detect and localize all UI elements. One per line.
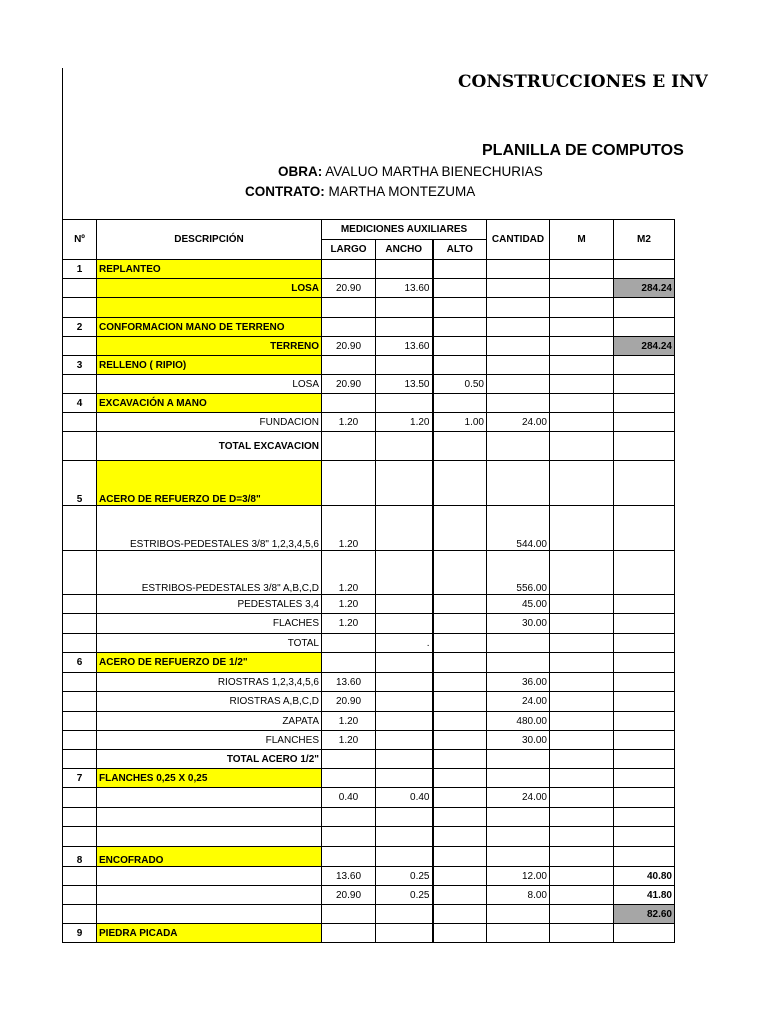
cell-m2: 284.24 <box>614 279 675 298</box>
cell-largo: 1.20 <box>322 413 376 432</box>
cell-num <box>63 788 97 808</box>
cell-alto <box>433 886 487 905</box>
table-row <box>63 506 675 551</box>
cell-desc: RIOSTRAS 1,2,3,4,5,6 <box>97 673 322 692</box>
cell-desc: ACERO DE REFUERZO DE 1/2" <box>97 653 322 673</box>
cell-largo: 1.20 <box>322 614 376 634</box>
table-row <box>63 614 675 634</box>
cell-desc: ESTRIBOS-PEDESTALES 3/8" A,B,C,D <box>97 551 322 595</box>
cell-desc: LOSA <box>97 375 322 394</box>
cell-m <box>550 867 614 886</box>
cell-desc: ESTRIBOS-PEDESTALES 3/8" 1,2,3,4,5,6 <box>97 506 322 551</box>
cell-largo <box>322 750 376 769</box>
cell-alto <box>433 318 487 337</box>
cell-m2: 82.60 <box>614 905 675 924</box>
cell-num <box>63 595 97 614</box>
cell-m2 <box>614 673 675 692</box>
cell-ancho <box>376 827 433 847</box>
cell-ancho: 0.40 <box>376 788 433 808</box>
table-row <box>63 356 675 375</box>
cell-desc: RIOSTRAS A,B,C,D <box>97 692 322 712</box>
cell-num <box>63 692 97 712</box>
cell-m <box>550 279 614 298</box>
contrato-label: CONTRATO: <box>245 184 325 199</box>
cell-m <box>550 847 614 867</box>
cell-ancho <box>376 595 433 614</box>
cell-num: 2 <box>63 318 97 337</box>
cell-ancho <box>376 673 433 692</box>
cell-desc: FLANCHES 0,25 X 0,25 <box>97 769 322 788</box>
cell-m2 <box>614 634 675 653</box>
cell-m <box>550 712 614 731</box>
cell-m2: 41.80 <box>614 886 675 905</box>
cell-alto <box>433 673 487 692</box>
table-row <box>63 432 675 461</box>
cell-num <box>63 337 97 356</box>
cell-m2 <box>614 653 675 673</box>
cell-largo <box>322 318 376 337</box>
cell-cantidad: 556.00 <box>487 551 550 595</box>
obra-label: OBRA: <box>278 164 323 179</box>
cell-cantidad <box>487 356 550 375</box>
cell-cantidad: 8.00 <box>487 886 550 905</box>
cell-cantidad <box>487 432 550 461</box>
cell-ancho: 13.60 <box>376 337 433 356</box>
cell-cantidad <box>487 924 550 943</box>
table-row <box>63 905 675 924</box>
cell-desc: TOTAL ACERO 1/2" <box>97 750 322 769</box>
cell-largo: 1.20 <box>322 506 376 551</box>
cell-alto <box>433 279 487 298</box>
col-no-header: Nº <box>63 220 97 260</box>
cell-m2 <box>614 506 675 551</box>
cell-desc <box>97 905 322 924</box>
cell-num: 4 <box>63 394 97 413</box>
cell-m <box>550 788 614 808</box>
cell-m <box>550 924 614 943</box>
cell-desc: TOTAL <box>97 634 322 653</box>
cell-ancho <box>376 924 433 943</box>
table-row <box>63 318 675 337</box>
cell-m <box>550 905 614 924</box>
table-row <box>63 847 675 867</box>
cell-num <box>63 614 97 634</box>
cell-m <box>550 634 614 653</box>
cell-largo <box>322 298 376 318</box>
cell-ancho <box>376 731 433 750</box>
cell-m2 <box>614 551 675 595</box>
cell-largo: 1.20 <box>322 595 376 614</box>
col-largo-header: LARGO <box>322 240 376 260</box>
cell-largo <box>322 260 376 279</box>
cell-cantidad <box>487 279 550 298</box>
cell-alto: 0.50 <box>433 375 487 394</box>
col-ancho-header: ANCHO <box>376 240 433 260</box>
cell-alto <box>433 867 487 886</box>
cell-num <box>63 413 97 432</box>
cell-num <box>63 551 97 595</box>
cell-alto <box>433 905 487 924</box>
contrato-value: MARTHA MONTEZUMA <box>328 184 476 199</box>
cell-largo: 20.90 <box>322 337 376 356</box>
cell-ancho: 0.25 <box>376 867 433 886</box>
table-row <box>63 827 675 847</box>
cell-num <box>63 867 97 886</box>
cell-desc: PIEDRA PICADA <box>97 924 322 943</box>
cell-num <box>63 279 97 298</box>
cell-m <box>550 506 614 551</box>
cell-cantidad <box>487 318 550 337</box>
table-row <box>63 260 675 279</box>
cell-cantidad <box>487 847 550 867</box>
cell-num <box>63 750 97 769</box>
cell-num <box>63 712 97 731</box>
cell-cantidad <box>487 375 550 394</box>
cell-num <box>63 827 97 847</box>
cell-m2 <box>614 298 675 318</box>
cell-cantidad <box>487 808 550 827</box>
cell-num <box>63 905 97 924</box>
cell-m <box>550 337 614 356</box>
cell-m <box>550 595 614 614</box>
table-row <box>63 375 675 394</box>
cell-m2 <box>614 924 675 943</box>
cell-alto <box>433 827 487 847</box>
cell-desc <box>97 788 322 808</box>
cell-m2 <box>614 413 675 432</box>
table-row <box>63 634 675 653</box>
cell-desc <box>97 886 322 905</box>
cell-alto <box>433 769 487 788</box>
cell-m <box>550 731 614 750</box>
cell-alto <box>433 808 487 827</box>
cell-ancho <box>376 692 433 712</box>
cell-largo <box>322 394 376 413</box>
cell-num: 7 <box>63 769 97 788</box>
cell-alto <box>433 731 487 750</box>
cell-desc: TOTAL EXCAVACION <box>97 432 322 461</box>
obra-value: AVALUO MARTHA BIENECHURIAS <box>325 164 543 179</box>
table-row <box>63 461 675 506</box>
cell-num: 8 <box>63 847 97 867</box>
cell-desc: ENCOFRADO <box>97 847 322 867</box>
cell-desc <box>97 867 322 886</box>
cell-alto <box>433 750 487 769</box>
cell-m2: 40.80 <box>614 867 675 886</box>
cell-alto <box>433 356 487 375</box>
cell-cantidad: 544.00 <box>487 506 550 551</box>
cell-m2 <box>614 788 675 808</box>
col-desc-header: DESCRIPCIÓN <box>97 220 322 260</box>
cell-ancho: 1.20 <box>376 413 433 432</box>
table-row <box>63 808 675 827</box>
cell-cantidad <box>487 653 550 673</box>
sheet-title: PLANILLA DE COMPUTOS <box>482 142 684 159</box>
cell-m2 <box>614 394 675 413</box>
cell-desc: TERRENO <box>97 337 322 356</box>
cell-desc: ZAPATA <box>97 712 322 731</box>
cell-cantidad <box>487 298 550 318</box>
cell-largo <box>322 827 376 847</box>
cell-alto <box>433 461 487 506</box>
cell-ancho <box>376 506 433 551</box>
cell-m <box>550 356 614 375</box>
cell-desc: FLANCHES <box>97 731 322 750</box>
cell-alto <box>433 506 487 551</box>
cell-largo <box>322 769 376 788</box>
cell-m2 <box>614 375 675 394</box>
cell-m2 <box>614 356 675 375</box>
cell-num <box>63 673 97 692</box>
cell-ancho <box>376 712 433 731</box>
cell-largo: 20.90 <box>322 375 376 394</box>
table-row <box>63 750 675 769</box>
table-row <box>63 337 675 356</box>
table-row <box>63 673 675 692</box>
table-row <box>63 867 675 886</box>
cell-cantidad: 480.00 <box>487 712 550 731</box>
cell-cantidad <box>487 394 550 413</box>
cell-alto <box>433 692 487 712</box>
cell-ancho <box>376 847 433 867</box>
cell-ancho <box>376 318 433 337</box>
col-m-header: M <box>550 220 614 260</box>
cell-cantidad <box>487 461 550 506</box>
cell-desc: CONFORMACION MANO DE TERRENO <box>97 318 322 337</box>
cell-desc: PEDESTALES 3,4 <box>97 595 322 614</box>
cell-ancho <box>376 551 433 595</box>
cell-desc: FLACHES <box>97 614 322 634</box>
table-row <box>63 924 675 943</box>
contrato-line <box>245 184 475 199</box>
cell-num <box>63 731 97 750</box>
cell-m2 <box>614 595 675 614</box>
cell-alto <box>433 432 487 461</box>
cell-num: 5 <box>63 461 97 506</box>
cell-desc: FUNDACION <box>97 413 322 432</box>
cell-desc <box>97 808 322 827</box>
table-row <box>63 788 675 808</box>
cell-largo: 20.90 <box>322 692 376 712</box>
cell-desc <box>97 827 322 847</box>
cell-ancho <box>376 356 433 375</box>
cell-largo: 20.90 <box>322 886 376 905</box>
cell-largo <box>322 905 376 924</box>
cell-largo: 0.40 <box>322 788 376 808</box>
cell-largo <box>322 808 376 827</box>
cell-largo <box>322 924 376 943</box>
table-row <box>63 653 675 673</box>
cell-cantidad: 30.00 <box>487 731 550 750</box>
cell-largo: 1.20 <box>322 731 376 750</box>
cell-desc: ACERO DE REFUERZO DE D=3/8" <box>97 461 322 506</box>
cell-alto: 1.00 <box>433 413 487 432</box>
table-row <box>63 413 675 432</box>
cell-cantidad <box>487 769 550 788</box>
cell-num <box>63 375 97 394</box>
cell-m2 <box>614 847 675 867</box>
cell-desc: RELLENO ( RIPIO) <box>97 356 322 375</box>
cell-m2 <box>614 750 675 769</box>
cell-cantidad <box>487 260 550 279</box>
cell-m2 <box>614 827 675 847</box>
cell-m <box>550 673 614 692</box>
cell-ancho <box>376 653 433 673</box>
cell-ancho <box>376 769 433 788</box>
cell-cantidad <box>487 750 550 769</box>
cell-m <box>550 298 614 318</box>
cell-num: 9 <box>63 924 97 943</box>
cell-ancho <box>376 260 433 279</box>
cell-alto <box>433 847 487 867</box>
cell-m2 <box>614 712 675 731</box>
left-border-line <box>62 68 63 220</box>
table-row <box>63 394 675 413</box>
cell-alto <box>433 298 487 318</box>
cell-m <box>550 808 614 827</box>
table-row <box>63 769 675 788</box>
cell-cantidad: 24.00 <box>487 413 550 432</box>
cell-desc: LOSA <box>97 279 322 298</box>
cell-m2 <box>614 260 675 279</box>
cell-ancho: 13.60 <box>376 279 433 298</box>
cell-desc: REPLANTEO <box>97 260 322 279</box>
cell-largo <box>322 653 376 673</box>
col-m2-header: M2 <box>614 220 675 260</box>
cell-cantidad: 45.00 <box>487 595 550 614</box>
cell-m2 <box>614 461 675 506</box>
cell-m <box>550 432 614 461</box>
cell-alto <box>433 634 487 653</box>
cell-cantidad: 36.00 <box>487 673 550 692</box>
cell-alto <box>433 653 487 673</box>
cell-m <box>550 551 614 595</box>
cell-largo: 1.20 <box>322 551 376 595</box>
cell-ancho <box>376 905 433 924</box>
table-row <box>63 886 675 905</box>
cell-alto <box>433 595 487 614</box>
cell-desc: EXCAVACIÓN A MANO <box>97 394 322 413</box>
cell-m2: 284.24 <box>614 337 675 356</box>
cell-num <box>63 432 97 461</box>
table-row <box>63 692 675 712</box>
cell-m2 <box>614 769 675 788</box>
cell-m2 <box>614 432 675 461</box>
cell-cantidad: 12.00 <box>487 867 550 886</box>
cell-m <box>550 318 614 337</box>
cell-m2 <box>614 318 675 337</box>
obra-line <box>278 164 543 179</box>
cell-m <box>550 375 614 394</box>
cell-cantidad <box>487 827 550 847</box>
cell-largo: 13.60 <box>322 673 376 692</box>
cell-largo: 13.60 <box>322 867 376 886</box>
table-row <box>63 712 675 731</box>
table-row <box>63 298 675 318</box>
cell-num <box>63 886 97 905</box>
cell-ancho <box>376 614 433 634</box>
cell-alto <box>433 337 487 356</box>
company-name: CONSTRUCCIONES E INV <box>458 72 708 92</box>
cell-largo <box>322 847 376 867</box>
cell-num: 3 <box>63 356 97 375</box>
cell-m <box>550 260 614 279</box>
cell-num: 1 <box>63 260 97 279</box>
cell-num <box>63 808 97 827</box>
cell-alto <box>433 924 487 943</box>
col-alto-header: ALTO <box>433 240 487 260</box>
cell-cantidad <box>487 337 550 356</box>
cell-cantidad <box>487 634 550 653</box>
cell-largo <box>322 634 376 653</box>
cell-ancho: . <box>376 634 433 653</box>
cell-alto <box>433 788 487 808</box>
cell-cantidad: 24.00 <box>487 788 550 808</box>
cell-m <box>550 692 614 712</box>
table-row <box>63 595 675 614</box>
computos-table <box>62 219 675 943</box>
cell-cantidad: 30.00 <box>487 614 550 634</box>
cell-ancho: 0.25 <box>376 886 433 905</box>
cell-m <box>550 827 614 847</box>
cell-m <box>550 413 614 432</box>
cell-m <box>550 614 614 634</box>
cell-m <box>550 769 614 788</box>
cell-ancho <box>376 432 433 461</box>
cell-alto <box>433 614 487 634</box>
cell-ancho: 13.50 <box>376 375 433 394</box>
header-row-1 <box>63 220 675 240</box>
cell-m2 <box>614 692 675 712</box>
cell-ancho <box>376 461 433 506</box>
cell-m <box>550 394 614 413</box>
cell-alto <box>433 394 487 413</box>
cell-m2 <box>614 808 675 827</box>
cell-ancho <box>376 750 433 769</box>
cell-num: 6 <box>63 653 97 673</box>
cell-m <box>550 750 614 769</box>
cell-alto <box>433 712 487 731</box>
cell-m2 <box>614 614 675 634</box>
cell-ancho <box>376 808 433 827</box>
cell-cantidad <box>487 905 550 924</box>
cell-ancho <box>376 298 433 318</box>
cell-m <box>550 461 614 506</box>
cell-alto <box>433 551 487 595</box>
table-row <box>63 551 675 595</box>
table-row <box>63 279 675 298</box>
cell-cantidad: 24.00 <box>487 692 550 712</box>
cell-largo: 20.90 <box>322 279 376 298</box>
cell-num <box>63 634 97 653</box>
col-cantidad-header: CANTIDAD <box>487 220 550 260</box>
cell-largo: 1.20 <box>322 712 376 731</box>
cell-largo <box>322 356 376 375</box>
cell-m <box>550 653 614 673</box>
cell-largo <box>322 432 376 461</box>
cell-num <box>63 298 97 318</box>
cell-largo <box>322 461 376 506</box>
cell-num <box>63 506 97 551</box>
col-mediciones-header: MEDICIONES AUXILIARES <box>322 220 487 240</box>
table-row <box>63 731 675 750</box>
cell-alto <box>433 260 487 279</box>
cell-ancho <box>376 394 433 413</box>
cell-desc <box>97 298 322 318</box>
cell-m2 <box>614 731 675 750</box>
cell-m <box>550 886 614 905</box>
